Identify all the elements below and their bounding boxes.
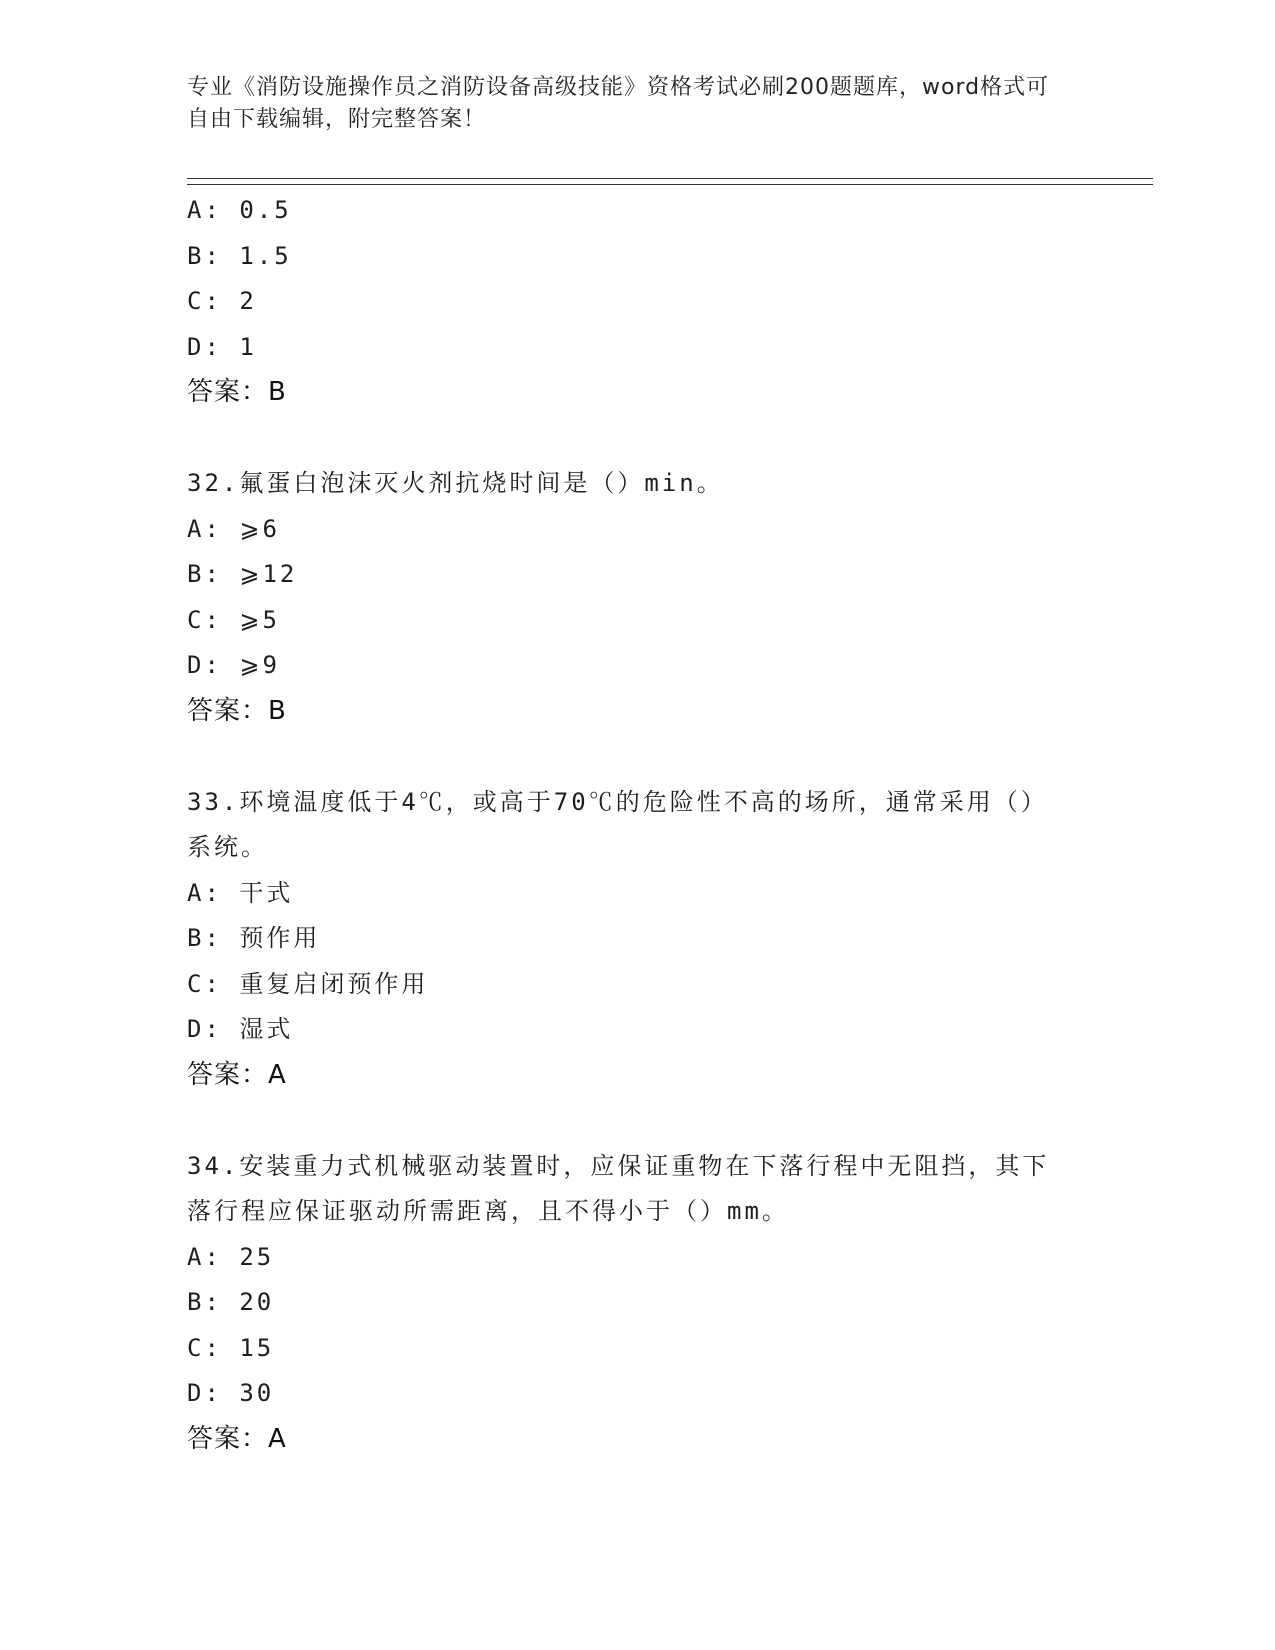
spacer [187,734,1087,780]
option-d: D: 湿式 [187,1015,294,1043]
option-b: B: ⩾12 [187,560,298,588]
option-d: D: 1 [187,332,257,361]
option-d: D: ⩾9 [187,651,280,679]
question-stem: 33.环境温度低于4℃，或高于70℃的危险性不高的场所，通常采用（）系统。 [187,787,1048,861]
option-a: A: ⩾6 [187,514,280,543]
question-list [187,188,1087,1462]
option-b: B: 预作用 [187,924,321,952]
option-c: C: 15 [187,1333,275,1362]
spacer [187,1098,1087,1144]
question-stem: 34.安装重力式机械驱动装置时，应保证重物在下落行程中无阻挡，其下落行程应保证驱动所需距离，且不得小于（）mm。 [187,1151,1050,1225]
option-a: A: 25 [187,1242,275,1271]
option-a: A: 干式 [187,878,294,907]
header-rule-top [187,178,1153,179]
option-c: C: ⩾5 [187,605,280,634]
question-32 [187,461,1087,734]
answer-line: 答案：B [187,377,287,407]
answer-line: 答案：B [187,695,287,726]
question-34 [187,1144,1087,1463]
header-rule-bottom [187,184,1153,185]
option-c: C: 重复启闭预作用 [187,969,429,998]
spacer [187,416,1087,462]
question-33 [187,780,1087,1099]
answer-line: 答案：A [187,1423,287,1454]
option-d: D: 30 [187,1379,275,1407]
option-b: B: 1.5 [187,241,292,270]
question-stem: 32.氟蛋白泡沫灭火剂抗烧时间是（）min。 [187,469,724,497]
question-31-continued [187,188,1087,416]
option-a: A: 0.5 [187,196,292,224]
option-b: B: 20 [187,1288,275,1316]
document-header: 专业《消防设施操作员之消防设备高级技能》资格考试必刷200题题库，word格式可自由下载编辑，附完整答案！ [187,75,1050,132]
option-c: C: 2 [187,287,257,315]
answer-line: 答案：A [187,1059,287,1090]
